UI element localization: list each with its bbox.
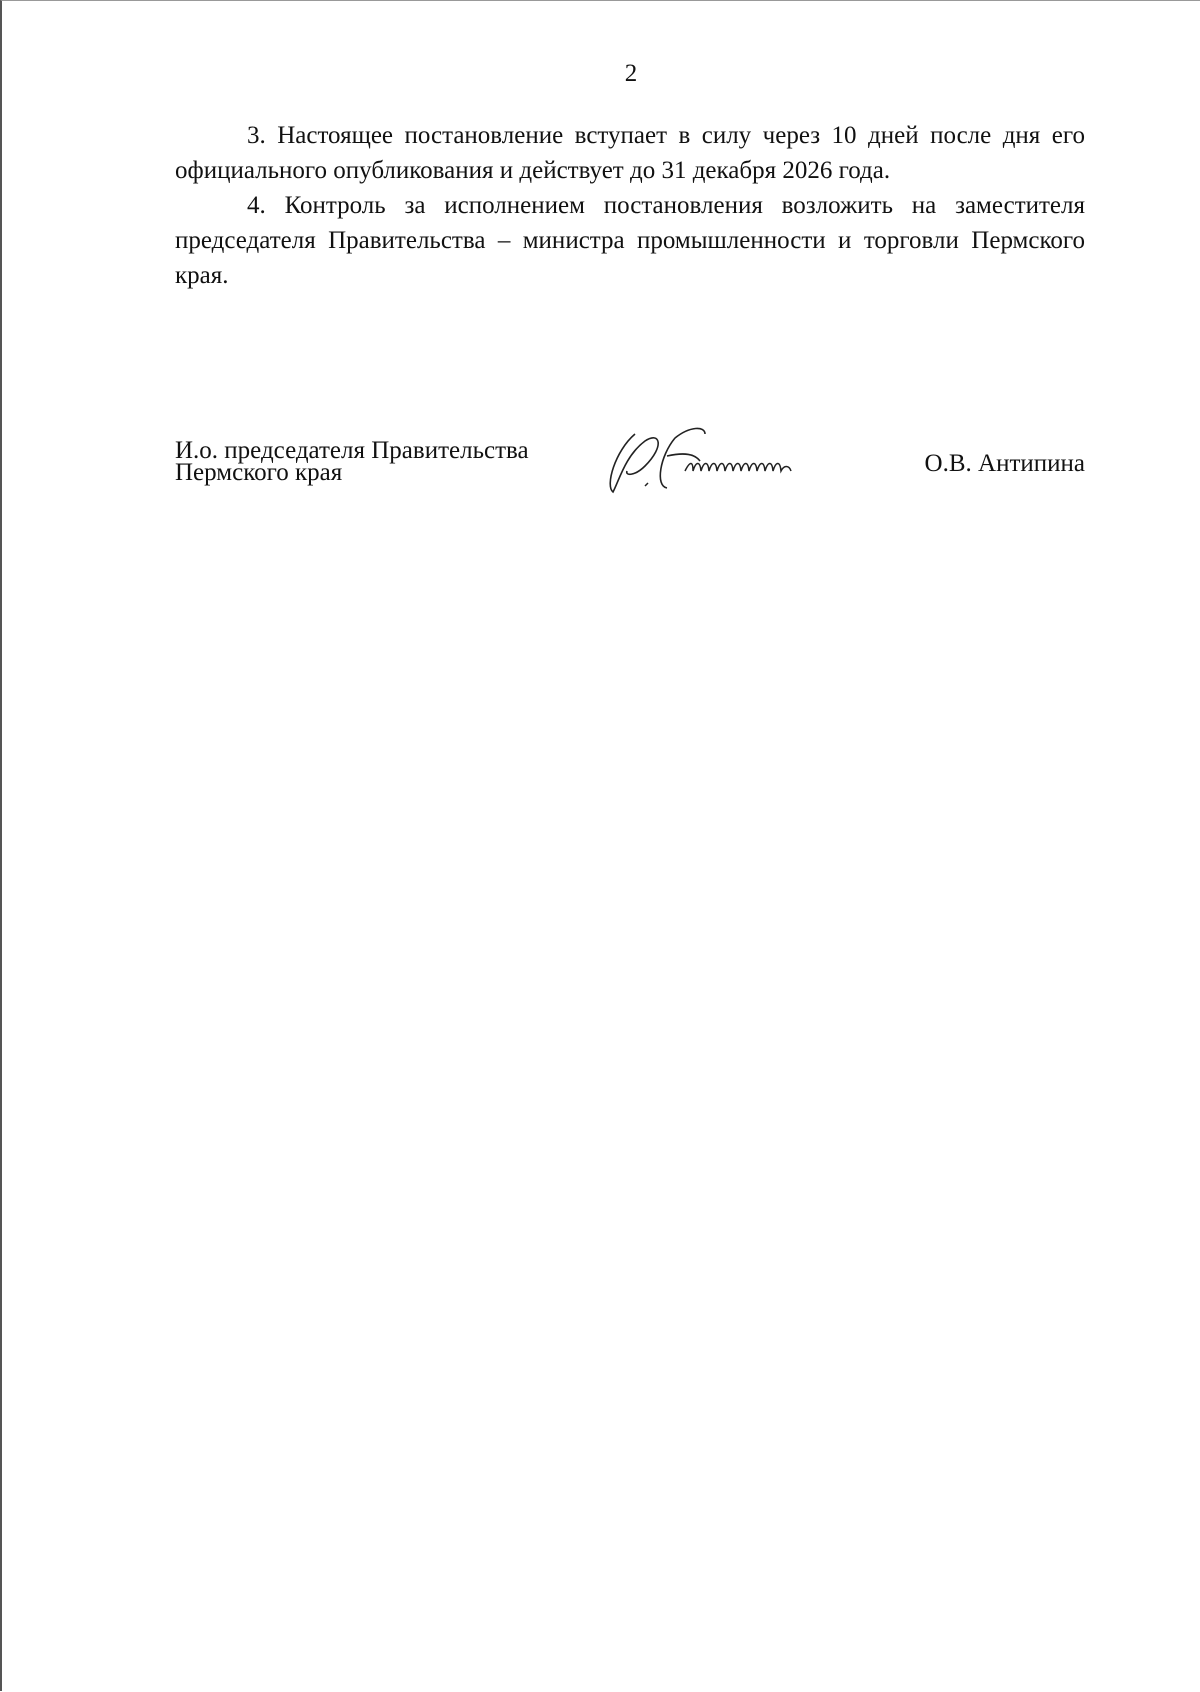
signatory-title-line-2: Пермского края [175, 459, 343, 486]
signatory-title-line-1: И.о. председателя Правительства [175, 437, 529, 464]
signatory-name: О.В. Антипина [924, 450, 1085, 477]
signature-block [175, 437, 1085, 510]
paragraph-4: 4. Контроль за исполнением постановления возложить на заместителя председателя Правительства – министра промышленности и торговли Пермского края. [175, 192, 1085, 289]
page-number: 2 [624, 60, 638, 87]
paragraph-3: 3. Настоящее постановление вступает в силу через 10 дней после дня его официального опубликования и действует до 31 декабря 2026 года. [175, 122, 1085, 184]
document-body [175, 118, 1085, 293]
handwritten-signature [605, 426, 885, 496]
signatory-title [175, 437, 529, 486]
